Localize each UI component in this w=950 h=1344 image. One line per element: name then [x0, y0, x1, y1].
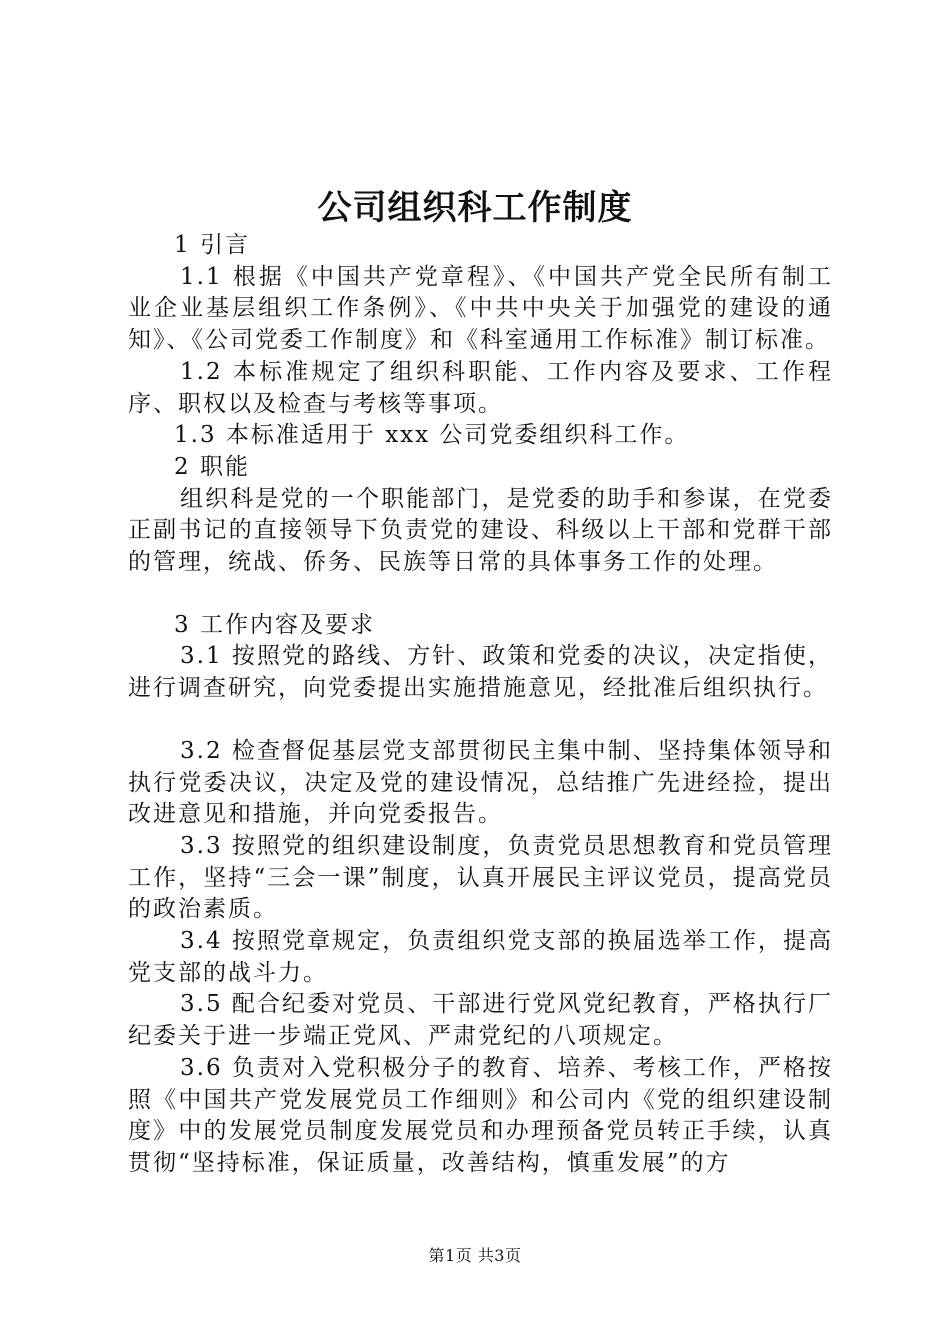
paragraph-1-1: 1.1 根据《中国共产党章程》、《中国共产党全民所有制工业企业基层组织工作条例》、《中共中央关于加强党的建设的通知》、《公司党委工作制度》和《科室通用工作标准》制订标准。 [128, 263, 833, 354]
paragraph-3-5: 3.5 配合纪委对党员、干部进行党风党纪教育，严格执行厂纪委关于进一步端正党风、严肃党纪的八项规定。 [128, 991, 833, 1050]
paragraph-3-2: 3.2 检查督促基层党支部贯彻民主集中制、坚持集体领导和执行党委决议，决定及党的建设情况，总结推广先进经捡，提出改进意见和措施，并向党委报告。 [128, 737, 833, 828]
paragraph-functions: 组织科是党的一个职能部门，是党委的助手和参谋，在党委正副书记的直接领导下负责党的建设、科级以上干部和党群干部的管理，统战、侨务、民族等日常的具体事务工作的处理。 [128, 485, 833, 576]
section-heading-work-content: 3 工作内容及要求 [174, 611, 375, 638]
page-footer: 第1页 共3页 [428, 1246, 522, 1265]
document-body [128, 230, 833, 1180]
section-heading-introduction: 1 引言 [174, 232, 250, 258]
paragraph-3-6: 3.6 负责对入党积极分子的教育、培养、考核工作，严格按照《中国共产党发展党员工作细则》和公司内《党的组织建设制度》中的发展党员制度发展党员和办理预备党员转正手续，认真贯彻“坚持标准，保证质量，改善结构，慎重发展”的方 [128, 1054, 833, 1176]
paragraph-1-2: 1.2 本标准规定了组织科职能、工作内容及要求、工作程序、职权以及检查与考核等事项。 [128, 358, 833, 417]
paragraph-3-4: 3.4 按照党章规定，负责组织党支部的换届选举工作，提高党支部的战斗力。 [128, 928, 833, 986]
paragraph-1-3: 1.3 本标准适用于 xxx 公司党委组织科工作。 [174, 422, 690, 449]
document-title: 公司组织科工作制度 [317, 188, 633, 228]
section-heading-functions: 2 职能 [174, 453, 250, 480]
paragraph-3-1: 3.1 按照党的路线、方针、政策和党委的决议，决定指使，进行调查研究，向党委提出实施措施意见，经批准后组织执行。 [128, 643, 833, 702]
paragraph-3-3: 3.3 按照党的组织建设制度，负责党员思想教育和党员管理工作，坚持“三会一课”制度，认真开展民主评议党员，提高党员的政治素质。 [128, 832, 833, 923]
